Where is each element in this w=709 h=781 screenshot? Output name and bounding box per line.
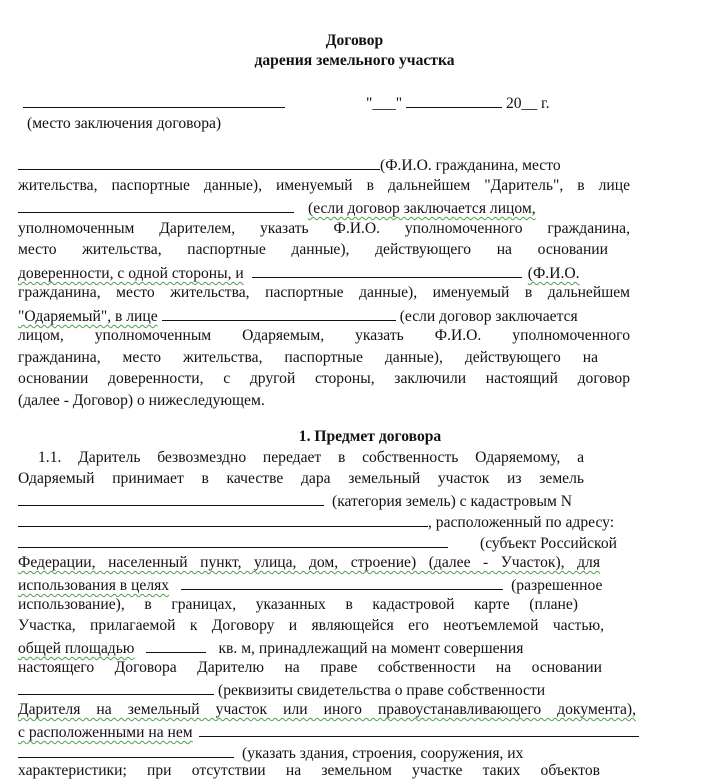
preamble-line-8: "Одаряемый", в лице (если договор заключается <box>18 305 634 325</box>
preamble-line-5: место жительства, паспортные данные), действующего на основании <box>18 241 608 258</box>
section-1-heading: 1. Предмет договора <box>298 428 442 445</box>
section-1-line-4: , расположенный по адресу: <box>18 511 654 531</box>
section-1-line-3: (категория земель) с кадастровым N <box>18 490 626 510</box>
document-title: Договор <box>325 32 384 49</box>
section-1-line-13: Дарителя на земельный участок или иного правоустанавливающего документа), <box>18 701 636 718</box>
section-1-line-9: Участка, прилагаемой к Договору и являющейся его неотъемлемой частью, <box>18 617 604 634</box>
preamble-line-12: (далее - Договор) о нижеследующем. <box>18 392 265 409</box>
date-day: "___" <box>366 95 403 112</box>
section-1-line-10: общей площадью кв. м, принадлежащий на момент совершения <box>18 637 622 657</box>
place-blank <box>23 92 285 112</box>
preamble-line-1: (Ф.И.О. гражданина, место <box>18 154 622 174</box>
section-1-line-16: характеристики; при отсутствии на земельном участке таких объектов <box>18 762 600 779</box>
date-line <box>366 92 550 112</box>
preamble-line-4: уполномоченным Дарителем, указать Ф.И.О. уполномоченного гражданина, <box>18 220 630 237</box>
document-subtitle: дарения земельного участка <box>254 52 455 69</box>
date-month-blank <box>406 92 502 108</box>
section-1-line-1: 1.1. Даритель безвозмездно передает в собственность Одаряемому, а <box>38 449 584 466</box>
section-1-line-8: использование), в границах, указанных в кадастровой карте (плане) <box>18 596 578 613</box>
section-1-line-15: (указать здания, строения, сооружения, их <box>18 742 608 762</box>
section-1-line-14: с расположенными на нем <box>18 721 666 741</box>
section-1-line-2: Одаряемый принимает в качестве дара земельный участок из земель <box>18 470 584 487</box>
date-year: 20__ г. <box>505 95 550 112</box>
preamble-line-6: доверенности, с одной стороны, и (Ф.И.О. <box>18 262 630 282</box>
section-1-line-12: (реквизиты свидетельства о праве собственности <box>18 679 644 699</box>
section-1-line-7: использования в целях (разрешенное <box>18 574 640 594</box>
place-label: (место заключения договора) <box>27 115 222 132</box>
preamble-line-7: гражданина, место жительства, паспортные данные), именуемый в дальнейшем <box>18 284 630 301</box>
preamble-line-2: жительства, паспортные данные), именуемый в дальнейшем "Даритель", в лице <box>18 177 630 194</box>
section-1-line-6: Федерации, населенный пункт, улица, дом, строение) (далее - Участок), для <box>18 554 600 571</box>
preamble-line-11: основании доверенности, с другой стороны, заключили настоящий договор <box>18 370 630 387</box>
preamble-line-3: (если договор заключается лицом, <box>18 197 608 217</box>
section-1-line-5: (субъект Российской <box>18 532 638 552</box>
preamble-line-9: лицом, уполномоченным Одаряемым, указать Ф.И.О. уполномоченного <box>18 327 630 344</box>
preamble-line-10: гражданина, место жительства, паспортные данные), действующего на <box>18 349 598 366</box>
section-1-line-11: настоящего Договора Дарителю на праве собственности на основании <box>18 659 602 676</box>
